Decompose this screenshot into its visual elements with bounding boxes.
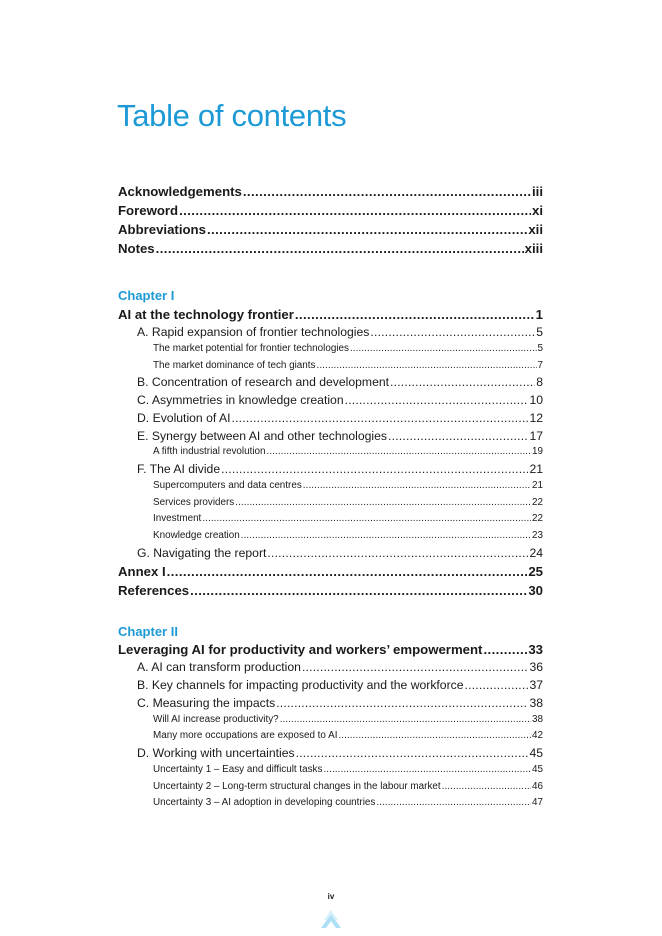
dot-leader xyxy=(221,462,528,476)
dot-leader xyxy=(267,546,528,560)
toc-page-number: 23 xyxy=(532,530,543,541)
toc-page-number: 5 xyxy=(536,325,543,339)
toc-section[interactable] xyxy=(137,462,543,476)
toc-page-number: 22 xyxy=(532,513,543,524)
toc-entry-text: B. Key channels for impacting productivity and the workforce xyxy=(137,678,464,692)
toc-entry-text: Abbreviations xyxy=(118,222,206,237)
toc-entry-text: Services providers xyxy=(153,497,235,508)
toc-entry-text: Annex I xyxy=(118,564,166,579)
toc-section[interactable] xyxy=(137,429,543,443)
toc-entry-text: Uncertainty 2 – Long-term structural changes in the labour market xyxy=(153,781,441,792)
dot-leader xyxy=(370,325,535,339)
dot-leader xyxy=(241,530,531,541)
toc-section[interactable] xyxy=(137,375,543,389)
toc-page-number: 30 xyxy=(528,583,543,598)
toc-subsection[interactable] xyxy=(153,343,543,354)
toc-page-number: 47 xyxy=(532,797,543,808)
toc-entry-text: Will AI increase productivity? xyxy=(153,714,279,725)
toc-section[interactable] xyxy=(137,411,543,425)
toc-section[interactable] xyxy=(137,393,543,407)
toc-subsection[interactable] xyxy=(153,781,543,792)
toc-section[interactable] xyxy=(137,325,543,339)
toc-entry-text: Notes xyxy=(118,241,155,256)
chevron-up-icon[interactable] xyxy=(319,906,343,930)
toc-page-number: iii xyxy=(532,184,543,199)
toc-entry-text: C. Asymmetries in knowledge creation xyxy=(137,393,344,407)
dot-leader xyxy=(243,184,531,199)
toc-page-number: 5 xyxy=(537,343,543,354)
toc-entry-text: AI at the technology frontier xyxy=(118,307,294,322)
toc-page-number: 17 xyxy=(529,429,543,443)
toc-entry-abbreviations[interactable] xyxy=(118,222,543,237)
toc-section[interactable] xyxy=(137,746,543,760)
toc-page-number: xiii xyxy=(524,241,543,256)
toc-subsection[interactable] xyxy=(153,480,543,491)
dot-leader xyxy=(350,343,537,354)
toc-entry-text: E. Synergy between AI and other technologies xyxy=(137,429,388,443)
dot-leader xyxy=(207,222,527,237)
dot-leader xyxy=(235,497,531,508)
toc-entry-text: D. Evolution of AI xyxy=(137,411,231,425)
toc-section[interactable] xyxy=(137,696,543,710)
chapter-label: Chapter II xyxy=(118,624,178,639)
toc-page-number: 21 xyxy=(529,462,543,476)
toc-subsection[interactable] xyxy=(153,764,543,775)
toc-subsection[interactable] xyxy=(153,797,543,808)
dot-leader xyxy=(376,797,531,808)
dot-leader xyxy=(267,446,531,457)
toc-entry-text: Supercomputers and data centres xyxy=(153,480,302,491)
toc-entry-text: D. Working with uncertainties xyxy=(137,746,295,760)
dot-leader xyxy=(323,764,531,775)
toc-page-number: 7 xyxy=(537,360,543,371)
toc-entry-text: Acknowledgements xyxy=(118,184,242,199)
toc-page-number: 19 xyxy=(532,446,543,457)
dot-leader xyxy=(338,730,531,741)
toc-page-number: xii xyxy=(528,222,543,237)
dot-leader xyxy=(296,746,529,760)
toc-entry-foreword[interactable] xyxy=(118,203,543,218)
page-title: Table of contents xyxy=(117,98,347,133)
dot-leader xyxy=(442,781,531,792)
toc-entry-text: Uncertainty 1 – Easy and difficult tasks xyxy=(153,764,323,775)
toc-page-number: 21 xyxy=(532,480,543,491)
dot-leader xyxy=(232,411,529,425)
toc-entry-text: The market dominance of tech giants xyxy=(153,360,316,371)
toc-page-number: 36 xyxy=(529,660,543,674)
toc-entry-text: The market potential for frontier technologies xyxy=(153,343,349,354)
dot-leader xyxy=(179,203,531,218)
toc-page-number: 24 xyxy=(529,546,543,560)
toc-entry-text: Investment xyxy=(153,513,202,524)
toc-subsection[interactable] xyxy=(153,446,543,457)
dot-leader xyxy=(276,696,528,710)
toc-chapter-title[interactable] xyxy=(118,642,543,657)
toc-subsection[interactable] xyxy=(153,530,543,541)
page-number: iv xyxy=(327,892,335,901)
toc-page-number: 45 xyxy=(532,764,543,775)
toc-entry-text: Leveraging AI for productivity and workers’ empowerment xyxy=(118,642,483,657)
toc-entry-text: Uncertainty 3 – AI adoption in developing countries xyxy=(153,797,376,808)
toc-page-number: 33 xyxy=(528,642,543,657)
dot-leader xyxy=(316,360,536,371)
dot-leader xyxy=(345,393,529,407)
toc-section[interactable] xyxy=(137,660,543,674)
toc-page-number: xi xyxy=(532,203,543,218)
toc-page-number: 12 xyxy=(529,411,543,425)
toc-entry-text: G. Navigating the report xyxy=(137,546,267,560)
dot-leader xyxy=(483,642,527,657)
toc-page-number: 22 xyxy=(532,497,543,508)
toc-subsection[interactable] xyxy=(153,513,543,524)
toc-entry-text: Foreword xyxy=(118,203,179,218)
toc-entry-references[interactable] xyxy=(118,583,543,598)
toc-page-number: 45 xyxy=(529,746,543,760)
chapter-label: Chapter I xyxy=(118,288,175,303)
toc-page-number: 10 xyxy=(529,393,543,407)
toc-subsection[interactable] xyxy=(153,497,543,508)
toc-entry-text: A fifth industrial revolution xyxy=(153,446,266,457)
dot-leader xyxy=(167,564,528,579)
dot-leader xyxy=(465,678,529,692)
toc-chapter-title[interactable] xyxy=(118,307,543,322)
toc-page-number: 38 xyxy=(529,696,543,710)
toc-subsection[interactable] xyxy=(153,360,543,371)
toc-subsection[interactable] xyxy=(153,730,543,741)
dot-leader xyxy=(388,429,528,443)
toc-page-number: 1 xyxy=(535,307,543,322)
toc-page-number: 25 xyxy=(528,564,543,579)
dot-leader xyxy=(295,307,535,322)
dot-leader xyxy=(390,375,535,389)
toc-page-number: 8 xyxy=(536,375,543,389)
toc-entry-text: A. Rapid expansion of frontier technologies xyxy=(137,325,370,339)
dot-leader xyxy=(302,660,529,674)
toc-entry-text: A. AI can transform production xyxy=(137,660,301,674)
toc-section[interactable] xyxy=(137,546,543,560)
dot-leader xyxy=(303,480,531,491)
toc-section[interactable] xyxy=(137,678,543,692)
toc-subsection[interactable] xyxy=(153,714,543,725)
chevron-up-icon-graphic xyxy=(319,906,343,930)
toc-entry-text: B. Concentration of research and development xyxy=(137,375,390,389)
toc-entry-text: F. The AI divide xyxy=(137,462,221,476)
toc-entry-text: References xyxy=(118,583,190,598)
toc-page-number: 46 xyxy=(532,781,543,792)
toc-entry-text: Knowledge creation xyxy=(153,530,240,541)
toc-page-number: 42 xyxy=(532,730,543,741)
dot-leader xyxy=(202,513,531,524)
toc-page-number: 37 xyxy=(529,678,543,692)
dot-leader xyxy=(156,241,524,256)
toc-entry-text: Many more occupations are exposed to AI xyxy=(153,730,338,741)
dot-leader xyxy=(280,714,531,725)
toc-entry-notes[interactable] xyxy=(118,241,543,256)
toc-entry-acknowledgements[interactable] xyxy=(118,184,543,199)
toc-page-number: 38 xyxy=(532,714,543,725)
dot-leader xyxy=(190,583,527,598)
toc-entry-text: C. Measuring the impacts xyxy=(137,696,276,710)
toc-entry-annex[interactable] xyxy=(118,564,543,579)
